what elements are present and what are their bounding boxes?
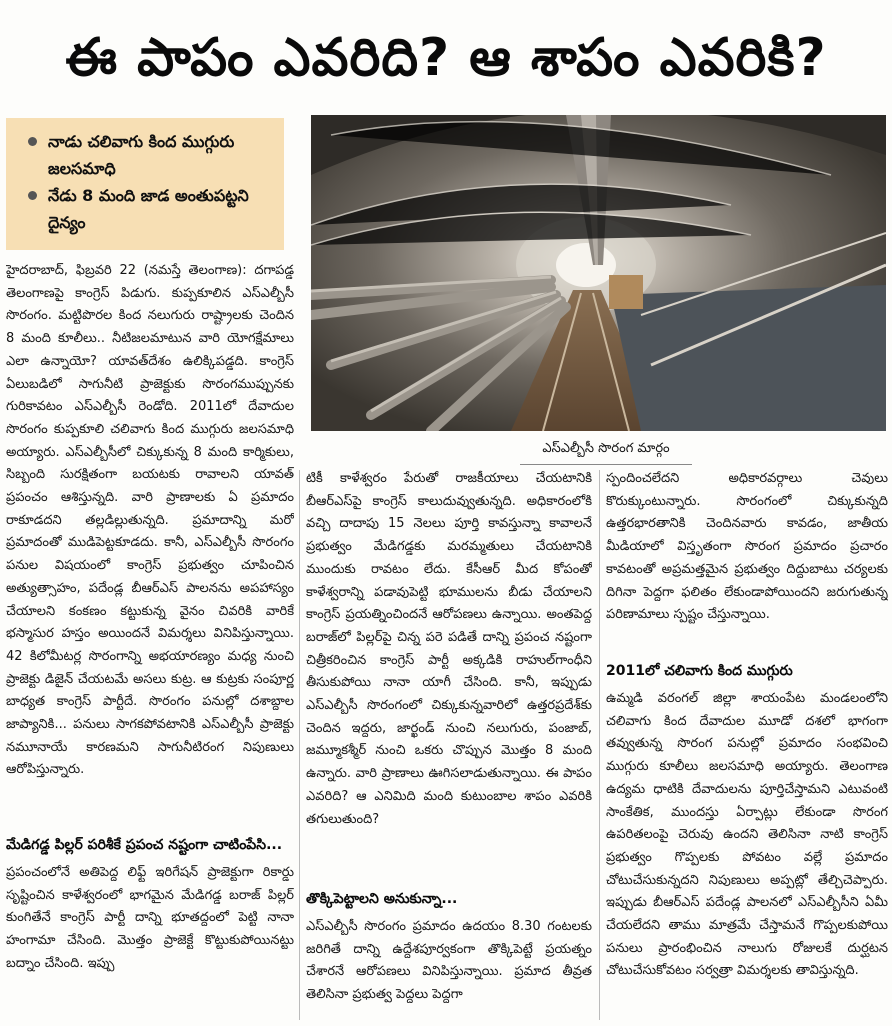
tunnel-photo — [311, 115, 886, 431]
article-paragraph: స్పందించలేదని అధికారవర్గాలు చెవులు కొరుక్కుంటున్నారు. సొరంగంలో చిక్కుకున్నది ఉత్తరభారతానికి చెందినవారు కావడం, జాతీయ మీడియాలో విస్తృతంగా సొరంగ ప్రమాదం ప్రచారం కావటంతో అప్రమత్తమైన ప్రభుత్వం దిద్దుబాటు చర్యలకు దిగినా పెద్దగా ఫలితం లేకుండాపోయిందని జరుగుతున్న పరిణామాలు స్పష్టం చేస్తున్నాయి. — [606, 471, 888, 623]
article-paragraph: ప్రపంచంలోనే అతిపెద్ద లిఫ్ట్ ఇరిగేషన్ ప్రాజెక్టుగా రికార్డు సృష్టించిన కాళేశ్వరంలో భాగమైన మేడిగడ్డ బరాజ్ పిల్లర్ కుంగితేనే కాంగ్రెస్ పార్టీ దాన్ని భూతద్దంలో పెట్టి నానా హంగామా చేసింది. మొత్తం ప్రాజెక్టే కొట్టుకుపోయినట్టు బద్నాం చేసింది. ఇప్పు — [6, 865, 294, 971]
article-column-3 — [606, 468, 888, 644]
highlight-item: నాడు చలివాగు కింద ముగ్గురు జలసమాధి — [28, 128, 272, 182]
article-paragraph: హైదరాబాద్, ఫిబ్రవరి 22 (నమస్తే తెలంగాణ): దగాపడ్డ తెలంగాణపై కాంగ్రెస్ పిడుగు. కుప్పకూలిన ఎస్‌ఎల్బీసీ సొరంగం. మట్టిపొరల కింద నలుగురు రాష్ట్రాలకు చెందిన 8 మంది కూలీలు.. నీటిజలమాటున వారి యోగక్షేమాలు ఎలా ఉన్నాయో? యావత్‌దేశం ఉలిక్కిపడ్డది. కాంగ్రెస్ ఏలుబడిలో సాగునీటి ప్రాజెక్టుకు సొరంగముప్పునకు గురికావటం ఎస్‌ఎల్బీసీ రెండోది. 2011లో దేవాదుల సొరంగం కుప్పకూలి చలివాగు కింద ముగ్గురు జలసమాధి అయ్యారు. ఎస్‌ఎల్బీసీలో చిక్కుకున్న 8 మంది కార్మికులు, సిబ్బంది సురక్షితంగా బయటకు రావాలని యావత్ ప్రపంచం ఆశిస్తున్నది. వారి ప్రాణాలకు ఏ ప్రమాదం రాకూడదని తల్లడిల్లుతున్నది. ప్రమాదాన్ని మరో ప్రమాదంతో ముడిపెట్టకూడదు. కానీ, ఎస్‌ఎల్బీసీ సొరంగం పనుల విషయంలో కాంగ్రెస్ ప్రభుత్వం చూపించిన అత్యుత్సాహం, పదేండ్ల బీఆర్ఎస్ పాలనను అపహాస్యం చేయాలని కంకణం కట్టుకున్న వైనం చివరికి వారికే భస్మాసుర హస్తం అయిందనే విమర్శలు వినిపిస్తున్నాయి. 42 కిలోమీటర్ల సొరంగాన్ని అభయారణ్యం మధ్య నుంచి ప్రాజెక్టు డిజైన్ చేయటమే అసలు కుట్ర. ఆ కుట్రకు సంపూర్ణ బాధ్యత కాంగ్రెస్ పార్టీదే. సొరంగం పనుల్లో దశాబ్దాల జాప్యానికి... పనులు సాగకపోవటానికి ఎస్‌ఎల్బీసీ ప్రాజెక్టు నమూనాయే కారణమని సాగునీటిరంగ నిపుణులు ఆరోపిస్తున్నారు. — [6, 263, 294, 778]
tunnel-illustration — [311, 115, 886, 431]
column-divider — [599, 470, 600, 1020]
photo-caption: ఎస్‌ఎల్బీసీ సొరంగ మార్గం — [520, 436, 692, 465]
article-column-1 — [6, 260, 294, 820]
article-column-3-continued — [606, 652, 888, 1022]
article-paragraph: టికీ కాళేశ్వరం పేరుతో రాజకీయాలు చేయటానికి బీఆర్ఎస్‌పై కాంగ్రెస్ కాలుదువ్వుతున్నది. అధికారంలోకి వచ్చి దాదాపు 15 నెలలు పూర్తి కావస్తున్నా కావాలనే ప్రభుత్వం మేడిగడ్డకు మరమ్మతులు చేయటానికి ముందుకు రావటం లేదు. కేసీఆర్ మీద కోపంతో కాళేశ్వరాన్ని పడావుపెట్టి భూములను బీడు చేయాలని కాంగ్రెస్ ప్రయత్నించిందనే ఆరోపణలు ఉన్నాయి. అంతపెద్ద బరాజ్‌లో పిల్లర్‌పై చిన్న పరె పడితే దాన్ని ప్రపంచ నష్టంగా చిత్రీకరించిన కాంగ్రెస్ పార్టీ అక్కడికి రాహుల్‌గాంధీని తీసుకుపోయి నానా యాగీ చేసింది. కానీ, ఇప్పుడు ఎస్‌ఎల్బీసీ సొరంగంలో చిక్కుకున్నవారిలో ఉత్తరప్రదేశ్‌కు చెందిన ఇద్దరు, జార్ఖండ్ నుంచి నలుగురు, పంజాబ్, జమ్మూకశ్మీర్ నుంచి ఒకరు చొప్పున మొత్తం 8 మంది ఉన్నారు. వారి ప్రాణాలు ఊగిసలాడుతున్నాయి. ఈ పాపం ఎవరిది? ఆ ఎనిమిది మంది కుటుంబాల శాపం ఎవరికి తగులుతుంది? — [306, 471, 592, 827]
article-paragraph: ఉమ్మడి వరంగల్ జిల్లా శాయంపేట మండలంలోని చలివాగు కింద దేవాదుల మూడో దశలో భాగంగా తవ్వుతున్న సొరంగ పనుల్లో ప్రమాదం సంభవించి ముగ్గురు కూలీలు జలసమాధి అయ్యారు. తెలంగాణ ఉద్యమ ధాటికి దేవాదులను పూర్తిచేస్తామని ఎటువంటి సాంకేతిక, ముందస్తు ఏర్పాట్లు లేకుండా సొరంగ ఉపరితలంపై చెరువు ఉందని తెలిసినా నాటి కాంగ్రెస్ ప్రభుత్వం గొప్పలకు పోవటం వల్లే ప్రమాదం చోటుచేసుకున్నదని నిపుణులు అప్పట్లో తేల్చిచెప్పారు. ఇప్పుడు బీఆర్ఎస్ పదేండ్ల పాలనలో ఎస్‌ఎల్బీసీని ఏమీ చేయలేదని తాము మాత్రమే చేస్తామనే గొప్పలకుపోయి పనులు ప్రారంభించిన నాలుగు రోజులకే దుర్ఘటన చోటుచేసుకోవటం సర్వత్రా విమర్శలకు తావిస్తున్నది. — [606, 691, 888, 979]
subheading: మేడిగడ్డ పిల్లర్ పరిశీకే ప్రపంచ నష్టంగా చాటింపేసి... — [6, 837, 283, 853]
highlights-list — [28, 128, 272, 236]
subheading: 2011లో చలివాగు కింద ముగ్గురు — [606, 663, 793, 679]
headline: ఈ పాపం ఎవరిది? ఆ శాపం ఎవరికి? — [65, 28, 827, 88]
subheading: తొక్కిపెట్టాలని అనుకున్నా... — [306, 891, 458, 907]
highlight-item: నేడు 8 మంది జాడ అంతుపట్టని దైన్యం — [28, 182, 272, 236]
highlights-box — [6, 118, 284, 250]
article-column-1-continued — [6, 826, 294, 1022]
article-column-2-continued — [306, 880, 592, 1020]
column-divider — [299, 470, 300, 1020]
article-paragraph: ఎస్‌ఎల్బీసీ సొరంగం ప్రమాదం ఉదయం 8.30 గంటలకు జరిగితే దాన్ని ఉద్దేశపూర్వకంగా తొక్కిపెట్టే ప్రయత్నం చేశారనే ఆరోపణలు వినిపిస్తున్నాయి. ప్రమాద తీవ్రత తెలిసినా ప్రభుత్వ పెద్దలు పెద్దగా — [306, 919, 592, 1003]
